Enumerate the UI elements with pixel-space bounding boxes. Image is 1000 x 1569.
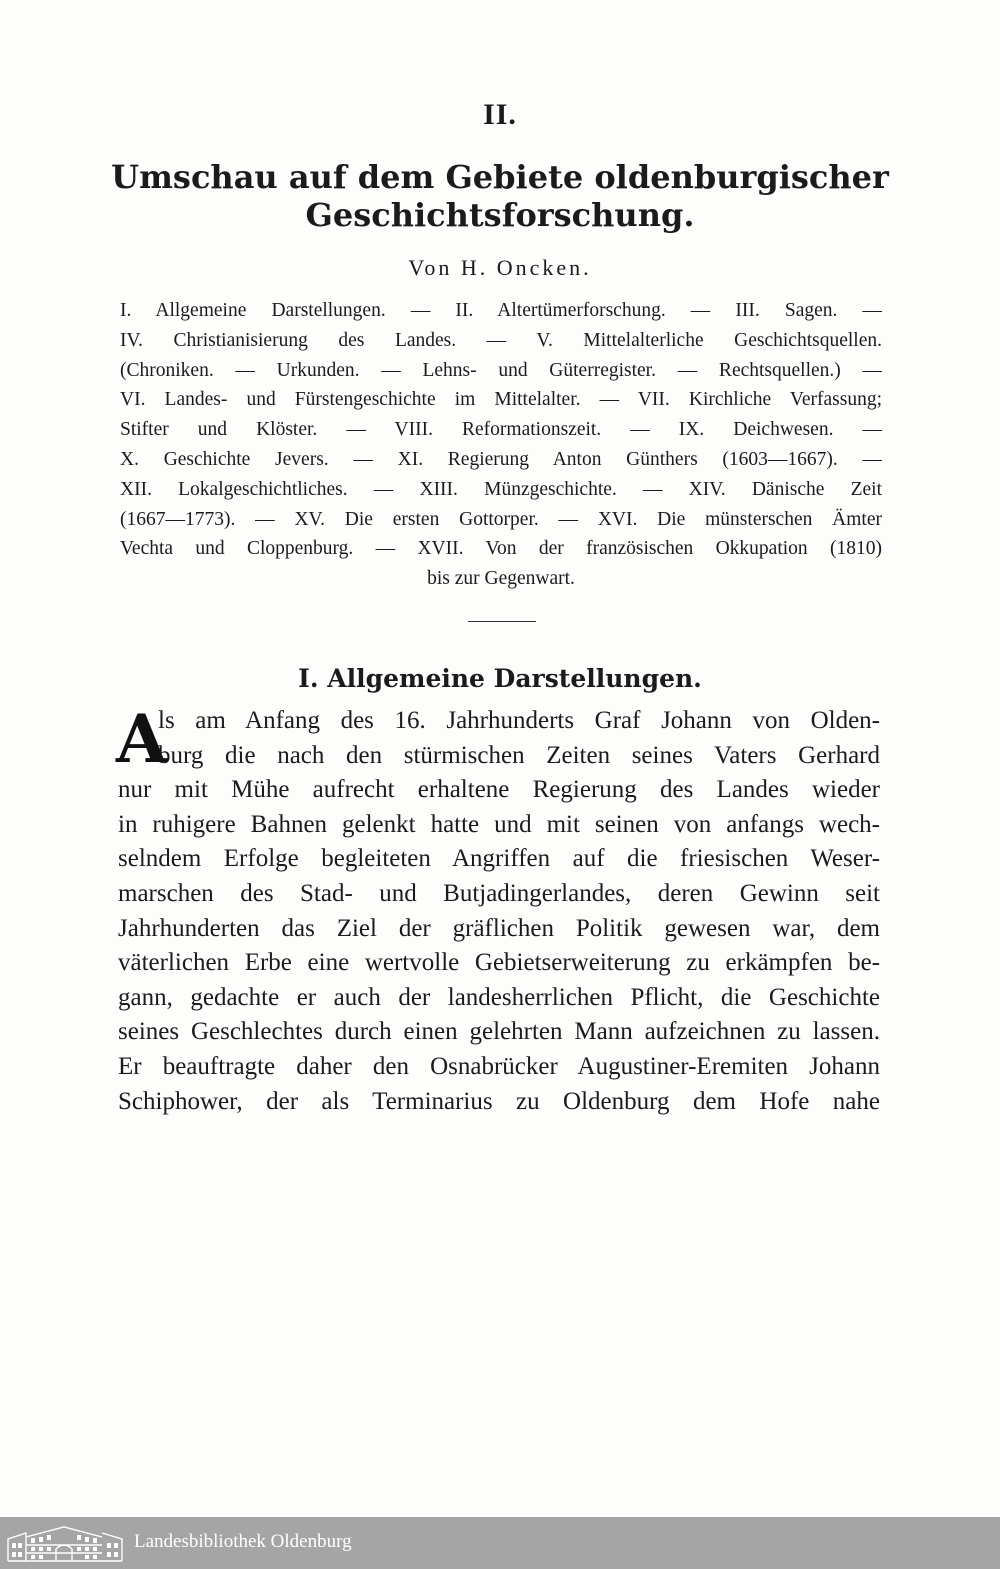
body-line: ls am Anfang des 16. Jahrhunderts Graf Johann von Olden- (158, 707, 880, 734)
body-line: Schiphower, der als Terminarius zu Oldenburg dem Hofe nahe (118, 1087, 880, 1115)
body-line: selndem Erfolge begleiteten Angriffen auf die friesischen Weser- (118, 845, 880, 873)
toc-line: XII. Lokalgeschichtliches. — XIII. Münzgeschichte. — XIV. Dänische Zeit (120, 478, 882, 500)
page-title (100, 158, 900, 234)
title-line-1: Umschau auf dem Gebiete oldenburgischer (111, 158, 889, 196)
toc-line: X. Geschichte Jevers. — XI. Regierung Anton Günthers (1603—1667). — (120, 448, 882, 470)
body-line: väterlichen Erbe eine wertvolle Gebietserweiterung zu erkämpfen be- (118, 949, 880, 977)
body-line: marschen des Stad- und Butjadingerlandes, deren Gewinn seit (118, 879, 880, 907)
table-of-contents (120, 296, 882, 594)
toc-line: IV. Christianisierung des Landes. — V. Mittelalterliche Geschichtsquellen. (120, 329, 882, 351)
section-heading: I. Allgemeine Darstellungen. (298, 664, 702, 693)
section-divider (468, 621, 536, 622)
toc-line: Vechta und Cloppenburg. — XVII. Von der französischen Okkupation (1810) (120, 538, 882, 560)
body-line: gann, gedachte er auch der landesherrlichen Pflicht, die Geschichte (118, 983, 880, 1011)
footer-library-name: Landesbibliothek Oldenburg (134, 1531, 352, 1552)
drop-cap-initial: A (116, 700, 168, 778)
library-building-icon (6, 1523, 124, 1563)
body-line: Jahrhunderten das Ziel der gräflichen Politik gewesen war, dem (118, 914, 880, 942)
body-line: seines Geschlechtes durch einen gelehrten Mann aufzeichnen zu lassen. (118, 1018, 880, 1046)
body-line: nur mit Mühe aufrecht erhaltene Regierung des Landes wieder (118, 776, 880, 804)
toc-line: Stifter und Klöster. — VIII. Reformationszeit. — IX. Deichwesen. — (120, 419, 882, 441)
body-line: burg die nach den stürmischen Zeiten seines Vaters Gerhard (158, 741, 880, 769)
body-line: Er beauftragte daher den Osnabrücker Augustiner-Eremiten Johann (118, 1052, 880, 1080)
toc-line: (1667—1773). — XV. Die ersten Gottorper. — XVI. Die münsterschen Ämter (120, 508, 882, 530)
title-line-2: Geschichtsforschung. (305, 196, 695, 234)
chapter-number: II. (483, 98, 517, 131)
toc-line: bis zur Gegenwart. (427, 568, 575, 590)
footer-bar (0, 1517, 1000, 1569)
toc-line: (Chroniken. — Urkunden. — Lehns- und Güterregister. — Rechtsquellen.) — (120, 359, 882, 381)
toc-line: VI. Landes- und Fürstengeschichte im Mittelalter. — VII. Kirchliche Verfassung; (120, 389, 882, 411)
body-line: in ruhigere Bahnen gelenkt hatte und mit seinen von anfangs wech- (118, 810, 880, 838)
toc-line: I. Allgemeine Darstellungen. — II. Altertümerforschung. — III. Sagen. — (120, 300, 882, 321)
author-byline: Von H. Oncken. (408, 255, 592, 280)
body-paragraph (116, 700, 880, 1119)
